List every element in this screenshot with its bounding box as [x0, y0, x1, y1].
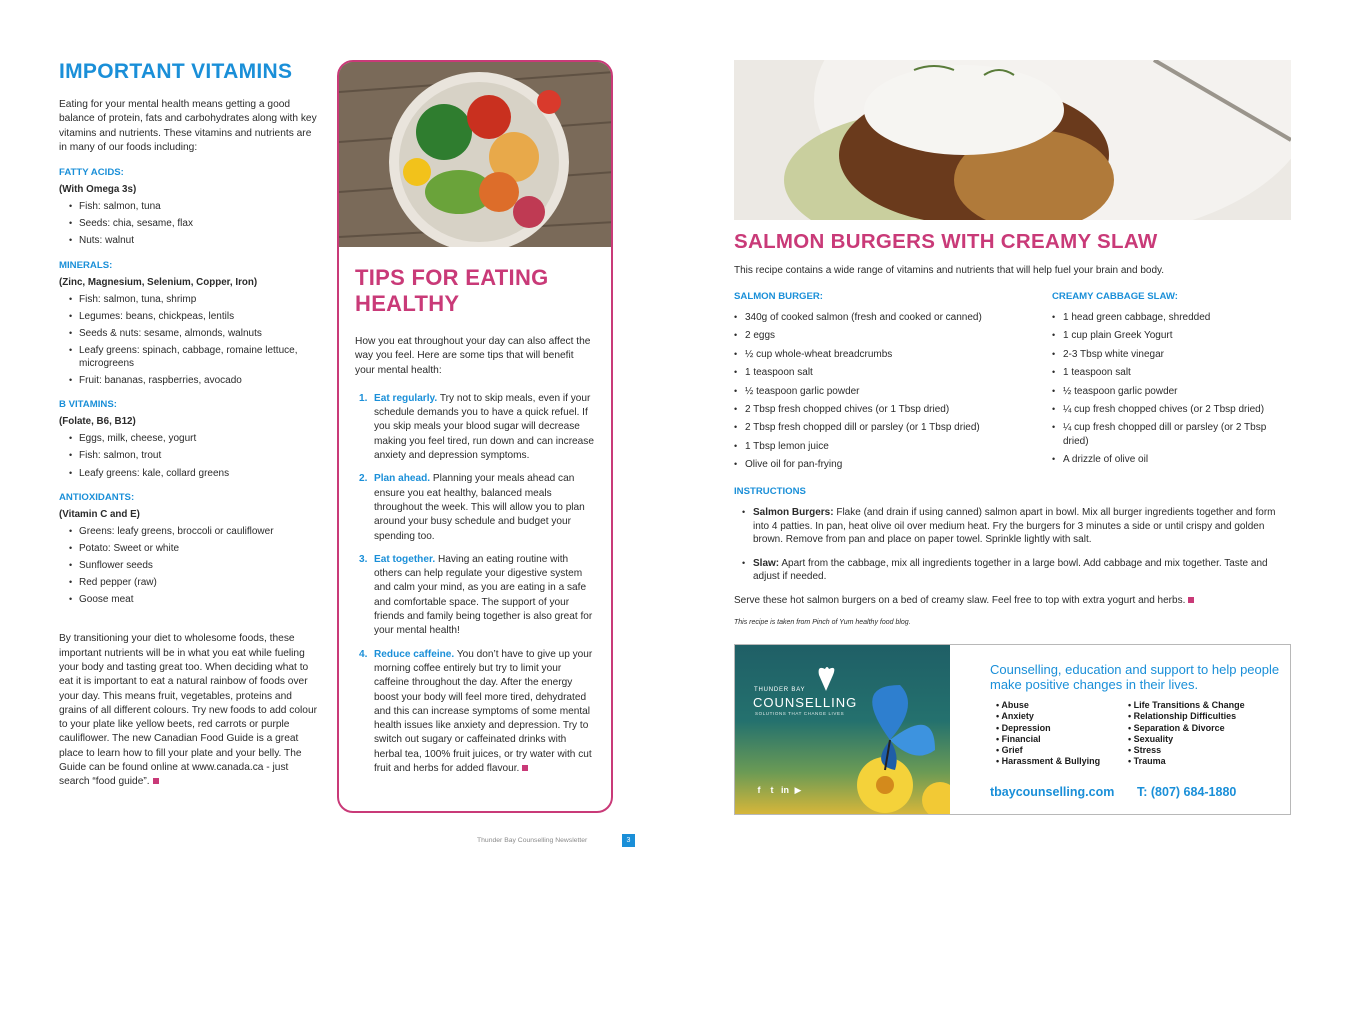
- burger-ingredient: • ½ cup whole-wheat breadcrumbs: [734, 348, 1034, 362]
- ad-phone: T: (807) 684-1880: [1137, 785, 1237, 799]
- slaw-ingredient: • A drizzle of olive oil: [1052, 453, 1292, 467]
- vitamin-food-item: • Legumes: beans, chickpeas, lentils: [69, 310, 321, 323]
- slaw-list: [1052, 311, 1292, 467]
- salmon-burger-heading: SALMON BURGER:: [734, 291, 824, 302]
- vitamin-section-subheading: (Zinc, Magnesium, Selenium, Copper, Iron): [59, 276, 258, 288]
- salad-bowl-image: [339, 62, 611, 247]
- step-text: Flake (and drain if using canned) salmon apart in bowl. Mix all burger ingredients together and form into 4 patties. In pan, heat olive oil over medium heat. Fry the burgers for 3 minutes a side or until crispy and golden brown. Remove from pan and place on paper towel. Sprinkle lightly with salt.: [753, 507, 1276, 546]
- instructions-section: [734, 486, 1291, 631]
- ad-service-item: • Harassment & Bullying: [996, 756, 1100, 767]
- vitamins-column: [59, 60, 321, 790]
- ad-service-item: • Abuse: [996, 700, 1100, 711]
- salmon-burger-ingredients: [734, 291, 1034, 477]
- page-number: 3: [622, 834, 635, 847]
- burger-ingredient: • 2 eggs: [734, 329, 1034, 343]
- tip-text: Try not to skip meals, even if your schedule demands you to have a quick refuel. If you skip meals your blood sugar will decrease making you feel tired, run down and can increase anxiety and depression symptoms.: [374, 392, 594, 462]
- vitamin-section-subheading: (Folate, B6, B12): [59, 416, 136, 428]
- burger-ingredient: • Olive oil for pan-frying: [734, 458, 1034, 472]
- counselling-ad: [734, 644, 1291, 815]
- recipe-title: SALMON BURGERS WITH CREAMY SLAW: [734, 230, 1158, 253]
- newsletter-footer: Thunder Bay Counselling Newsletter: [477, 837, 588, 844]
- burger-ingredient: • 2 Tbsp fresh chopped dill or parsley (or 1 Tbsp dried): [734, 421, 1034, 435]
- ad-website-link[interactable]: tbaycounselling.com: [990, 785, 1115, 799]
- vitamin-food-item: • Leafy greens: spinach, cabbage, romaine lettuce, microgreens: [69, 344, 321, 370]
- ad-text-panel: [950, 645, 1290, 814]
- ad-image-panel: [735, 645, 950, 814]
- ad-headline: Counselling, education and support to help people make positive changes in their lives.: [990, 662, 1280, 693]
- tip-text: You don’t have to give up your morning coffee entirely but try to limit your caffeine throughout the day. After the energy boost your body will feel more tired, dehydrated and this can increase symptoms of some mental health issues like anxiety and depression. Try to switch out sugary or caffeinated drinks with herbal tea, 100% fruit juices, or try water with cut fruit and herbs for added flavour.: [374, 648, 593, 775]
- vitamin-food-item: • Fish: salmon, tuna, shrimp: [69, 293, 321, 306]
- tips-list: [355, 392, 595, 776]
- vitamin-food-item: • Seeds & nuts: sesame, almonds, walnuts: [69, 327, 321, 340]
- twitter-icon[interactable]: t: [770, 785, 774, 795]
- tip-item: [355, 392, 595, 463]
- slaw-ingredient: • 2-3 Tbsp white vinegar: [1052, 348, 1292, 362]
- vitamin-food-item: • Red pepper (raw): [69, 576, 321, 589]
- serve-note: Serve these hot salmon burgers on a bed of creamy slaw. Feel free to top with extra yogurt and herbs.: [734, 594, 1291, 608]
- tips-intro: How you eat throughout your day can also affect the way you feel. Here are some tips that will benefit your mental health:: [355, 336, 591, 376]
- vitamins-title: IMPORTANT VITAMINS: [59, 60, 293, 83]
- instruction-step: [742, 506, 1291, 547]
- tip-lead: Plan ahead.: [374, 473, 431, 485]
- vitamin-food-item: • Goose meat: [69, 593, 321, 606]
- ad-service-item: • Sexuality: [1128, 734, 1245, 745]
- vitamin-food-item: • Greens: leafy greens, broccoli or cauliflower: [69, 525, 321, 538]
- burger-ingredient: • ½ teaspoon garlic powder: [734, 385, 1034, 399]
- tip-number: 1.: [359, 392, 368, 404]
- tip-lead: Eat together.: [374, 553, 436, 565]
- step-lead: Slaw:: [753, 557, 780, 569]
- step-lead: Salmon Burgers:: [753, 507, 834, 518]
- ad-service-item: • Relationship Difficulties: [1128, 711, 1245, 722]
- burger-list: [734, 311, 1034, 472]
- logo-small-text: THUNDER BAY: [754, 687, 806, 693]
- tips-title: TIPS FOR EATING HEALTHY: [355, 265, 549, 316]
- recipe-intro: This recipe contains a wide range of vitamins and nutrients that will help fuel your brain and body.: [734, 265, 1165, 276]
- vitamin-section-heading: FATTY ACIDS:: [59, 167, 124, 179]
- vitamins-intro: Eating for your mental health means getting a good balance of protein, fats and carbohydrates along with key vitamins and nutrients. These vitamins and nutrients are in many of our foods including:: [59, 99, 317, 153]
- burger-ingredient: • 1 teaspoon salt: [734, 366, 1034, 380]
- tips-box: [337, 60, 613, 813]
- facebook-icon[interactable]: f: [757, 785, 761, 795]
- step-text: Apart from the cabbage, mix all ingredients together in a large bowl. Add cabbage and mix together. Taste and adjust if needed.: [753, 557, 1268, 583]
- tip-item: [355, 648, 595, 777]
- steps-list: [734, 506, 1291, 584]
- end-mark: [153, 778, 159, 784]
- tip-lead: Reduce caffeine.: [374, 648, 455, 660]
- vitamin-section-subheading: (With Omega 3s): [59, 184, 137, 196]
- burger-ingredient: • 2 Tbsp fresh chopped chives (or 1 Tbsp dried): [734, 403, 1034, 417]
- ad-services-col1: [996, 700, 1100, 768]
- vitamin-food-item: • Fish: salmon, trout: [69, 449, 321, 462]
- slaw-ingredient: • 1 head green cabbage, shredded: [1052, 311, 1292, 325]
- logo-tagline: SOLUTIONS THAT CHANGE LIVES: [755, 711, 845, 716]
- burger-ingredient: • 1 Tbsp lemon juice: [734, 440, 1034, 454]
- tip-item: [355, 553, 595, 639]
- tip-text: Planning your meals ahead can ensure you eat healthy, balanced meals throughout the week. This will allow you to plan around your busy schedule and budget your spending too.: [374, 473, 585, 542]
- tip-number: 4.: [359, 648, 368, 660]
- vitamin-food-item: • Sunflower seeds: [69, 559, 321, 572]
- vitamin-food-list: [59, 293, 321, 388]
- instruction-step: [742, 557, 1291, 584]
- linkedin-icon[interactable]: in: [781, 785, 789, 795]
- vitamin-section-heading: MINERALS:: [59, 259, 113, 271]
- slaw-ingredient: • 1 cup plain Greek Yogurt: [1052, 329, 1292, 343]
- ad-service-item: • Trauma: [1128, 756, 1245, 767]
- slaw-ingredient: • ¼ cup fresh chopped dill or parsley (or 2 Tbsp dried): [1052, 421, 1292, 448]
- salmon-burger-image: [734, 60, 1291, 220]
- end-mark: [1188, 597, 1194, 603]
- vitamin-food-item: • Leafy greens: kale, collard greens: [69, 467, 321, 480]
- tip-text: Having an eating routine with others can help regulate your digestive system and calm your mind, as you are eating in a safe and comfortable space. The support of your friends and family being together is also great for your mental health!: [374, 553, 593, 637]
- tip-item: [355, 472, 595, 543]
- vitamin-section-heading: B VITAMINS:: [59, 399, 117, 411]
- ad-service-item: • Depression: [996, 723, 1100, 734]
- vitamin-food-item: • Seeds: chia, sesame, flax: [69, 217, 321, 230]
- slaw-ingredient: • 1 teaspoon salt: [1052, 366, 1292, 380]
- vitamin-food-list: [59, 432, 321, 479]
- social-icons: [754, 785, 803, 795]
- tip-number: 3.: [359, 553, 368, 565]
- vitamin-food-item: • Nuts: walnut: [69, 234, 321, 247]
- ad-service-item: • Financial: [996, 734, 1100, 745]
- youtube-icon[interactable]: ▶: [794, 785, 802, 795]
- vitamin-food-item: • Potato: Sweet or white: [69, 542, 321, 555]
- logo-big-text: COUNSELLING: [753, 695, 858, 710]
- vitamin-food-list: [59, 525, 321, 607]
- ad-service-item: • Life Transitions & Change: [1128, 700, 1245, 711]
- recipe-source: This recipe is taken from Pinch of Yum healthy food blog.: [734, 619, 911, 627]
- instructions-heading: INSTRUCTIONS: [734, 486, 806, 497]
- vitamin-section-subheading: (Vitamin C and E): [59, 508, 140, 520]
- vitamin-food-list: [59, 200, 321, 247]
- vitamin-section-heading: ANTIOXIDANTS:: [59, 491, 135, 503]
- vitamin-sections: [59, 167, 321, 606]
- ad-services-col2: [1128, 700, 1245, 768]
- vitamin-food-item: • Fish: salmon, tuna: [69, 200, 321, 213]
- slaw-ingredient: • ¼ cup fresh chopped chives (or 2 Tbsp dried): [1052, 403, 1292, 417]
- vitamin-food-item: • Eggs, milk, cheese, yogurt: [69, 432, 321, 445]
- ad-service-item: • Separation & Divorce: [1128, 723, 1245, 734]
- end-mark: [522, 765, 528, 771]
- vitamin-food-item: • Fruit: bananas, raspberries, avocado: [69, 374, 321, 387]
- ad-service-item: • Grief: [996, 745, 1100, 756]
- vitamins-closing: By transitioning your diet to wholesome foods, these important nutrients will be in what you eat while fueling your body and tasting great too. When deciding what to eat it is important to eat a natural rainbow of foods over your day. This means fruit, vegetables, proteins and grains of all different colours. Try new foods to add colour to your plate like yellow beets, red carrots or purple cauliflower. The new Canadian Food Guide is a great place to learn how to fill your plate and your belly. The Guide can be found online at www.canada.ca - just search “food guide”.: [59, 633, 318, 788]
- ad-service-item: • Stress: [1128, 745, 1245, 756]
- tip-lead: Eat regularly.: [374, 392, 438, 404]
- tip-number: 2.: [359, 473, 368, 485]
- slaw-heading: CREAMY CABBAGE SLAW:: [1052, 291, 1178, 302]
- ad-service-item: • Anxiety: [996, 711, 1100, 722]
- butterfly-logo-icon: [815, 663, 837, 693]
- burger-ingredient: • 340g of cooked salmon (fresh and cooked or canned): [734, 311, 1034, 325]
- slaw-ingredient: • ½ teaspoon garlic powder: [1052, 385, 1292, 399]
- slaw-ingredients: [1052, 291, 1292, 472]
